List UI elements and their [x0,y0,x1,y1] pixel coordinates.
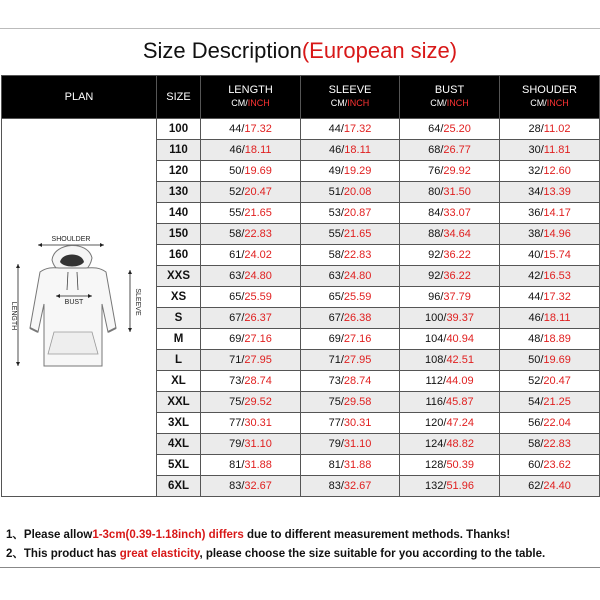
bust-cell [400,224,500,245]
note-highlight: great elasticity [119,548,200,560]
length-cm-value: 83/ [229,480,245,492]
size-cell: 130 [157,182,201,203]
bust-cm-value: 92/ [428,270,444,282]
bust-cell [400,203,500,224]
bust-cell [400,266,500,287]
length-inch-value: 27.16 [244,333,272,345]
sleeve-inch-value: 31.88 [343,459,372,471]
bust-cm-value: 104/ [425,333,447,345]
shoulder-cell [500,224,600,245]
length-cm-value: 73/ [229,375,245,387]
header-bust-unit-cm: CM/ [430,98,447,108]
bust-cell [400,350,500,371]
sleeve-cell [301,476,400,497]
sleeve-inch-value: 19.29 [343,165,372,177]
length-inch-value: 27.95 [244,354,272,366]
length-inch-value: 29.52 [244,396,272,408]
sleeve-cm-value: 53/ [328,207,344,219]
sleeve-cell [301,287,400,308]
length-inch-value: 26.37 [244,312,272,324]
bust-cell [400,413,500,434]
hoodie-diagram [4,228,154,388]
sleeve-cell [301,392,400,413]
sleeve-cm-value: 49/ [328,165,344,177]
shoulder-cm-value: 60/ [528,459,544,471]
note-line [6,526,596,545]
sleeve-inch-value: 20.87 [343,207,372,219]
size-cell: 3XL [157,413,201,434]
shoulder-cm-value: 42/ [528,270,544,282]
bust-cm-value: 128/ [425,459,447,471]
bust-inch-value: 45.87 [446,396,474,408]
length-cell [201,392,301,413]
sleeve-inch-value: 20.08 [343,186,372,198]
sleeve-inch-value: 17.32 [343,123,372,135]
title-main: Size Description [142,38,302,63]
sleeve-cell [301,140,400,161]
notes-section [6,526,596,564]
shoulder-inch-value: 17.32 [543,291,571,303]
shoulder-cell [500,392,600,413]
header-plan: PLAN [2,76,157,119]
shoulder-cell [500,287,600,308]
sleeve-cm-value: 73/ [328,375,344,387]
length-cm-value: 61/ [229,249,245,261]
shoulder-cm-value: 38/ [528,228,544,240]
length-cell [201,476,301,497]
length-cell [201,245,301,266]
bust-inch-value: 44.09 [446,375,474,387]
length-inch-value: 30.31 [244,417,272,429]
sleeve-cm-value: 67/ [328,312,344,324]
shoulder-cell [500,182,600,203]
bust-cell [400,329,500,350]
header-shoulder-unit-cm: CM/ [530,98,547,108]
shoulder-inch-value: 13.39 [543,186,571,198]
bust-cm-value: 108/ [425,354,447,366]
shoulder-cm-value: 54/ [528,396,544,408]
length-inch-value: 32.67 [244,480,272,492]
shoulder-inch-value: 11.02 [543,123,571,135]
shoulder-inch-value: 14.96 [543,228,571,240]
sleeve-cell [301,371,400,392]
bust-cell [400,308,500,329]
bust-cm-value: 92/ [428,249,444,261]
length-cm-value: 69/ [229,333,245,345]
length-cell [201,455,301,476]
bust-cell [400,455,500,476]
shoulder-cm-value: 46/ [528,312,544,324]
sleeve-cm-value: 46/ [328,144,345,156]
shoulder-inch-value: 22.04 [543,417,571,429]
shoulder-arrow-left [38,243,42,247]
size-cell: M [157,329,201,350]
shoulder-cell [500,476,600,497]
header-length [201,76,301,119]
page-title [0,28,600,74]
front-pocket [48,332,98,354]
bust-cell [400,161,500,182]
bust-cm-value: 80/ [428,186,444,198]
table-header-row [2,76,600,119]
bust-cm-value: 124/ [425,438,447,450]
sleeve-cell [301,119,400,140]
length-cm-value: 71/ [229,354,245,366]
size-cell: 4XL [157,434,201,455]
length-cm-value: 63/ [229,270,245,282]
shoulder-cm-value: 48/ [528,333,544,345]
size-cell: 6XL [157,476,201,497]
sleeve-cell [301,182,400,203]
shoulder-cm-value: 36/ [528,207,544,219]
shoulder-cell [500,455,600,476]
shoulder-cell [500,413,600,434]
bust-cm-value: 96/ [428,291,444,303]
bust-cell [400,119,500,140]
sleeve-inch-value: 24.80 [343,270,372,282]
length-cm-value: 67/ [229,312,245,324]
header-sleeve [301,76,400,119]
shoulder-inch-value: 15.74 [543,249,571,261]
length-cell [201,161,301,182]
sleeve-arrow-top [128,270,132,274]
note-text: due to different measurement methods. Thanks! [243,529,511,541]
sleeve-cell [301,245,400,266]
shoulder-cm-value: 30/ [528,144,544,156]
bust-cell [400,287,500,308]
sleeve-inch-value: 32.67 [343,480,372,492]
bust-cm-value: 64/ [428,123,444,135]
bust-cm-value: 116/ [425,396,447,408]
header-bust [400,76,500,119]
length-cm-value: 77/ [229,417,245,429]
length-inch-value: 17.32 [244,123,272,135]
sleeve-cell [301,350,400,371]
shoulder-cm-value: 40/ [528,249,544,261]
sleeve-cell [301,413,400,434]
shoulder-inch-value: 16.53 [543,270,571,282]
bust-cell [400,476,500,497]
length-inch-value: 19.69 [244,165,272,177]
length-cell [201,119,301,140]
hoodie-illustration [4,228,154,388]
size-cell: XXL [157,392,201,413]
sleeve-inch-value: 27.95 [343,354,372,366]
bust-inch-value: 37.79 [443,291,471,303]
bust-cm-value: 76/ [428,165,444,177]
bottom-divider [0,567,600,568]
size-cell: XL [157,371,201,392]
length-cell [201,203,301,224]
sleeve-cell [301,266,400,287]
header-bust-unit-inch: INCH [446,98,469,108]
length-cell [201,371,301,392]
sleeve-cm-value: 77/ [328,417,344,429]
size-cell: XXS [157,266,201,287]
bust-inch-value: 47.24 [446,417,474,429]
shoulder-inch-value: 20.47 [543,375,571,387]
length-cell [201,287,301,308]
shoulder-inch-value: 22.83 [543,438,571,450]
length-inch-value: 25.59 [244,291,272,303]
bust-inch-value: 29.92 [443,165,471,177]
sleeve-inch-value: 30.31 [343,417,372,429]
sleeve-cm-value: 55/ [328,228,344,240]
bust-inch-value: 51.96 [446,480,474,492]
note-highlight: 1-3cm(0.39-1.18inch) differs [92,529,244,541]
sleeve-cm-value: 69/ [328,333,344,345]
length-arrow-top [16,264,20,268]
shoulder-cell [500,350,600,371]
shoulder-cm-value: 62/ [528,480,544,492]
size-table [1,75,600,497]
length-cm-value: 55/ [229,207,245,219]
sleeve-inch-value: 26.38 [343,312,372,324]
bust-inch-value: 40.94 [446,333,474,345]
sleeve-label: SLEEVE [134,287,141,316]
size-cell: L [157,350,201,371]
shoulder-cell [500,308,600,329]
length-cm-value: 44/ [229,123,245,135]
shoulder-cm-value: 28/ [528,123,544,135]
sleeve-cm-value: 79/ [328,438,344,450]
length-cell [201,140,301,161]
sleeve-cm-value: 75/ [328,396,344,408]
header-length-unit-cm: CM/ [231,98,248,108]
length-inch-value: 20.47 [244,186,272,198]
sleeve-cm-value: 58/ [328,249,344,261]
sleeve-cm-value: 81/ [328,459,344,471]
bust-cm-value: 132/ [425,480,447,492]
length-label: LENGTH [10,301,17,330]
length-cm-value: 79/ [229,438,245,450]
sleeve-cm-value: 44/ [328,123,344,135]
bust-cell [400,182,500,203]
note-text: Please allow [23,529,93,541]
length-cell [201,224,301,245]
length-inch-value: 22.83 [244,228,272,240]
sleeve-cell [301,161,400,182]
bust-cm-value: 100/ [425,312,447,324]
length-arrow-bottom [16,362,20,366]
bust-inch-value: 50.39 [446,459,474,471]
sleeve-cm-value: 63/ [328,270,344,282]
length-cm-value: 46/ [229,144,245,156]
bust-cm-value: 84/ [428,207,444,219]
shoulder-cell [500,266,600,287]
shoulder-inch-value: 14.17 [543,207,571,219]
shoulder-cm-value: 56/ [528,417,544,429]
sleeve-inch-value: 21.65 [343,228,372,240]
shoulder-cm-value: 34/ [528,186,544,198]
length-cell [201,350,301,371]
header-size: SIZE [157,76,201,119]
bust-cm-value: 120/ [425,417,447,429]
bust-cm-value: 68/ [428,144,444,156]
note-line [6,545,596,564]
length-cm-value: 75/ [229,396,245,408]
length-cell [201,329,301,350]
shoulder-inch-value: 23.62 [543,459,571,471]
length-inch-value: 24.02 [244,249,272,261]
bust-inch-value: 36.22 [443,270,471,282]
header-sleeve-unit-inch: INCH [347,98,370,108]
length-inch-value: 31.10 [244,438,272,450]
header-length-label: LENGTH [228,84,273,96]
sleeve-cm-value: 71/ [328,354,344,366]
sleeve-cell [301,434,400,455]
length-inch-value: 18.11 [244,144,272,156]
header-shoulder [500,76,600,119]
shoulder-cell [500,329,600,350]
shoulder-cell [500,140,600,161]
header-bust-label: BUST [434,84,465,96]
bust-inch-value: 25.20 [443,123,471,135]
shoulder-inch-value: 24.40 [543,480,571,492]
header-sleeve-label: SLEEVE [328,84,372,96]
length-inch-value: 21.65 [244,207,272,219]
sleeve-inch-value: 29.58 [343,396,372,408]
bust-label: BUST [64,298,84,306]
bust-cell [400,434,500,455]
shoulder-cell [500,245,600,266]
shoulder-label: SHOULDER [51,235,91,243]
table-row [2,119,600,140]
bust-cell [400,140,500,161]
size-cell: 140 [157,203,201,224]
header-length-unit-inch: INCH [247,98,270,108]
sleeve-cell [301,455,400,476]
shoulder-inch-value: 21.25 [543,396,571,408]
shoulder-inch-value: 19.69 [543,354,571,366]
bust-cm-value: 88/ [428,228,444,240]
shoulder-inch-value: 11.81 [543,144,571,156]
shoulder-cm-value: 32/ [528,165,544,177]
size-cell: 120 [157,161,201,182]
sleeve-inch-value: 28.74 [343,375,372,387]
size-cell: 100 [157,119,201,140]
header-shoulder-label: SHOUDER [521,84,577,96]
table-body [2,119,600,497]
length-cm-value: 81/ [229,459,245,471]
length-cm-value: 50/ [229,165,245,177]
sleeve-cell [301,203,400,224]
length-inch-value: 24.80 [244,270,272,282]
size-cell: 150 [157,224,201,245]
length-inch-value: 31.88 [244,459,272,471]
size-cell: S [157,308,201,329]
sleeve-inch-value: 22.83 [343,249,372,261]
note-number: 2、 [6,548,24,560]
bust-inch-value: 26.77 [443,144,471,156]
bust-inch-value: 39.37 [446,312,474,324]
bust-inch-value: 48.82 [446,438,474,450]
bust-inch-value: 36.22 [443,249,471,261]
shoulder-cell [500,119,600,140]
length-cm-value: 52/ [229,186,245,198]
bust-inch-value: 31.50 [443,186,471,198]
bust-cell [400,371,500,392]
length-cm-value: 58/ [229,228,245,240]
bust-cm-value: 112/ [425,375,447,387]
length-cm-value: 65/ [229,291,245,303]
shoulder-cm-value: 52/ [528,375,544,387]
sleeve-cm-value: 83/ [328,480,344,492]
header-sleeve-unit-cm: CM/ [330,98,348,108]
sleeve-cell [301,308,400,329]
shoulder-arrow-right [100,243,104,247]
sleeve-cm-value: 65/ [328,291,344,303]
size-cell: 160 [157,245,201,266]
shoulder-cm-value: 50/ [528,354,544,366]
shoulder-cell [500,203,600,224]
size-cell: 5XL [157,455,201,476]
length-cell [201,266,301,287]
bust-cell [400,392,500,413]
length-cell [201,308,301,329]
shoulder-cell [500,371,600,392]
bust-inch-value: 34.64 [443,228,471,240]
shoulder-inch-value: 12.60 [543,165,571,177]
sleeve-inch-value: 31.10 [343,438,372,450]
note-text: This product has [23,548,120,560]
note-number: 1、 [6,529,24,541]
shoulder-cell [500,434,600,455]
length-cell [201,182,301,203]
length-cell [201,434,301,455]
sleeve-inch-value: 18.11 [344,144,371,156]
shoulder-cell [500,161,600,182]
shoulder-cm-value: 58/ [528,438,544,450]
sleeve-inch-value: 27.16 [343,333,372,345]
note-text: , please choose the size suitable for you according to the table. [199,548,546,560]
shoulder-inch-value: 18.11 [543,312,571,324]
sleeve-cell [301,329,400,350]
bust-inch-value: 33.07 [443,207,471,219]
hoodie-diagram-cell [2,119,157,497]
sleeve-cm-value: 51/ [328,186,344,198]
bust-cell [400,245,500,266]
length-inch-value: 28.74 [244,375,272,387]
header-shoulder-unit-inch: INCH [546,98,569,108]
shoulder-cm-value: 44/ [528,291,544,303]
size-cell: 110 [157,140,201,161]
sleeve-arrow-bottom [128,328,132,332]
title-highlight: (European size) [301,38,458,63]
shoulder-inch-value: 18.89 [543,333,571,345]
size-cell: XS [157,287,201,308]
length-cell [201,413,301,434]
sleeve-inch-value: 25.59 [343,291,372,303]
sleeve-cell [301,224,400,245]
bust-inch-value: 42.51 [446,354,474,366]
